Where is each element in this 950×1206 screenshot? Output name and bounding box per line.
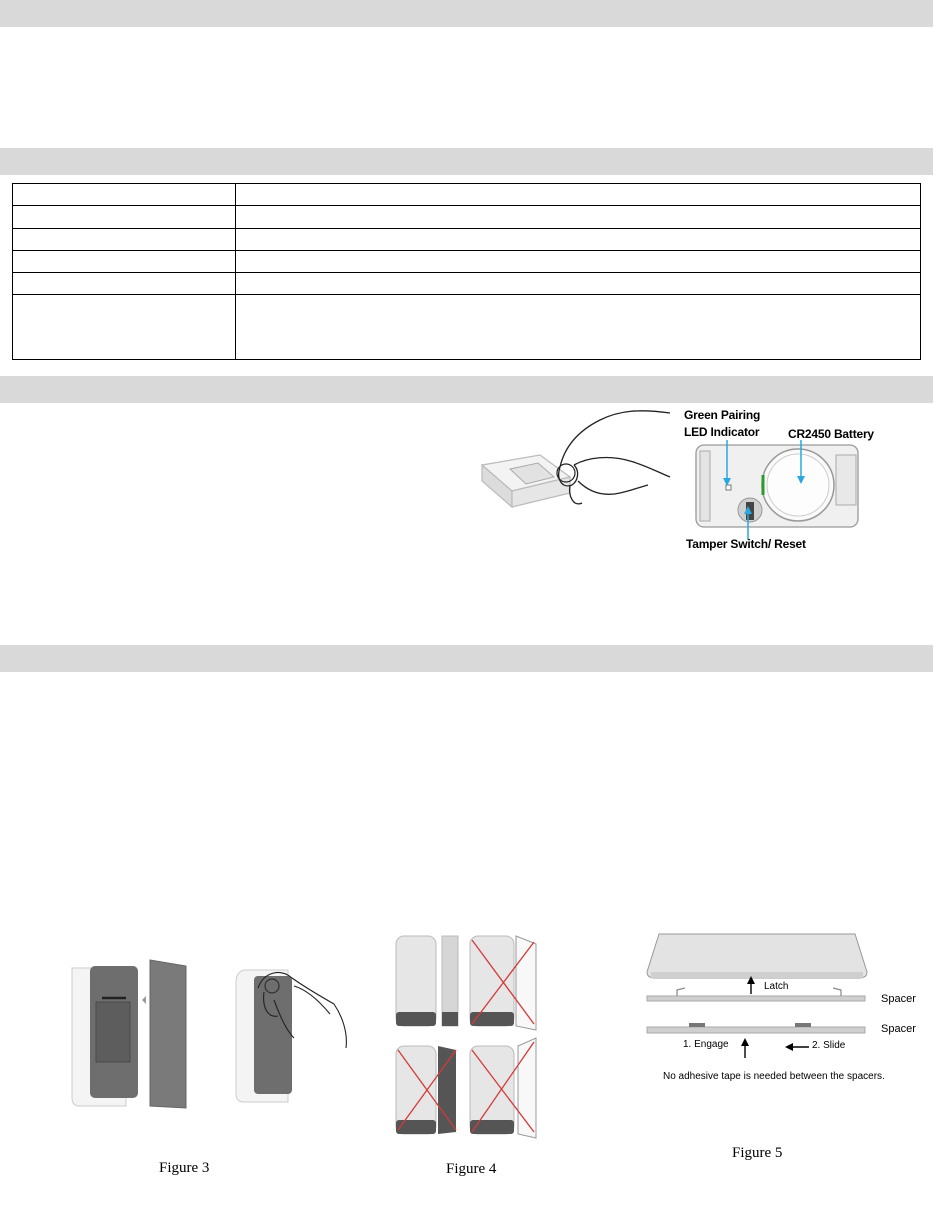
spec-table <box>12 183 921 360</box>
spacer-bottom-label: Spacer <box>881 1023 916 1035</box>
section-header-bar-3 <box>0 376 933 403</box>
figure4-caption: Figure 4 <box>446 1161 497 1177</box>
figure3-caption: Figure 3 <box>159 1160 210 1176</box>
hand-press-illustration <box>470 405 670 525</box>
tamper-switch-label: Tamper Switch/ Reset <box>686 537 806 551</box>
table-row <box>13 251 921 273</box>
table-row <box>13 273 921 295</box>
battery-pointer-arrow <box>796 440 806 490</box>
engage-label: 1. Engage <box>683 1039 729 1050</box>
section-header-bar-4 <box>0 645 933 672</box>
green-pairing-label: Green Pairing <box>684 408 761 422</box>
slide-label: 2. Slide <box>812 1040 846 1051</box>
figure5-caption: Figure 5 <box>732 1145 783 1161</box>
table-row <box>13 295 921 360</box>
figure3-illustration <box>68 958 353 1108</box>
section-header-bar-1 <box>0 0 933 27</box>
latch-label: Latch <box>764 981 789 992</box>
spacer-top-label: Spacer <box>881 993 916 1005</box>
section-header-bar-2 <box>0 148 933 175</box>
led-indicator-label: LED Indicator <box>684 425 760 439</box>
battery-label: CR2450 Battery <box>788 427 874 441</box>
adhesive-note: No adhesive tape is needed between the spacers. <box>663 1071 885 1082</box>
table-row <box>13 206 921 229</box>
figure4-illustration <box>394 934 544 1140</box>
table-row <box>13 184 921 206</box>
table-row <box>13 229 921 251</box>
led-pointer-arrow <box>722 440 732 490</box>
